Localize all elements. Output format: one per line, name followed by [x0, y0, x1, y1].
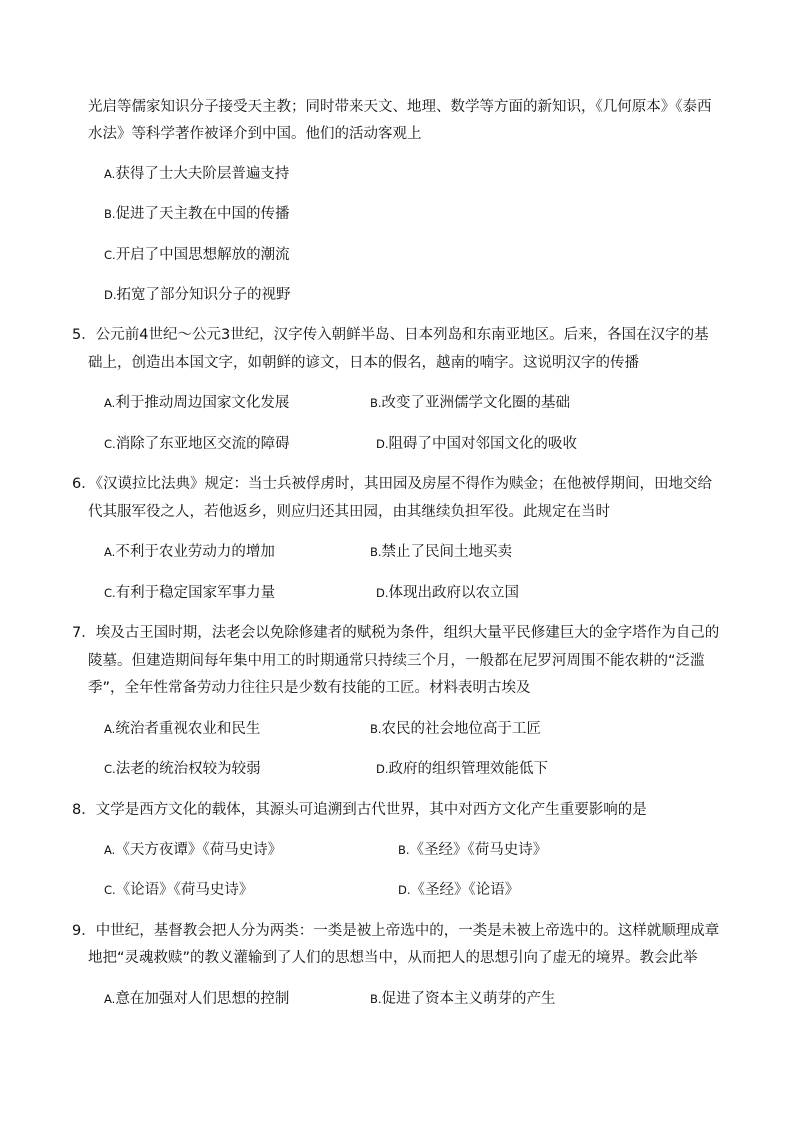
q9-stem-line-1: 9．中世纪，基督教会把人分为两类：一类是被上帝选中的，一类是未被上帝选中的。这样就顺理成章 — [72, 923, 720, 939]
q7-option-d: D.政府的组织管理效能低下 — [376, 761, 549, 777]
q5-stem-line-1: 5．公元前4世纪～公元3世纪，汉字传入朝鲜半岛、日本列岛和东南亚地区。后来，各国在汉字的基 — [72, 327, 709, 343]
q7-option-a: A.统治者重视农业和民生 — [104, 721, 261, 737]
q4-option-c: C.开启了中国思想解放的潮流 — [104, 247, 290, 263]
q8-option-a: A.《天方夜谭》《荷马史诗》 — [104, 842, 283, 858]
q7-option-b: B.农民的社会地位高于工匠 — [370, 721, 542, 737]
q5-option-c: C.消除了东亚地区交流的障碍 — [104, 436, 290, 452]
q6-stem-line-2: 代其服军役之人，若他返乡，则应归还其田园，由其继续负担军役。此规定在当时 — [88, 504, 610, 520]
q5-stem-line-2: 础上，创造出本国文字，如朝鲜的谚文，日本的假名，越南的喃字。这说明汉字的传播 — [88, 355, 639, 371]
q8-option-c: C.《论语》《荷马史诗》 — [104, 882, 254, 898]
q7-stem-line-3: 季”，全年性常备劳动力往往只是少数有技能的工匠。材料表明古埃及 — [88, 680, 531, 696]
q6-option-a: A.不利于农业劳动力的增加 — [104, 544, 275, 560]
q7-option-c: C.法老的统治权较为较弱 — [104, 761, 261, 777]
q4-option-b: B.促进了天主教在中国的传播 — [104, 206, 290, 222]
q8-number: 8． — [72, 802, 96, 818]
q4-option-d: D.拓宽了部分知识分子的视野 — [104, 287, 291, 303]
q8-stem-line-1: 8．文学是西方文化的载体，其源头可追溯到古代世界，其中对西方文化产生重要影响的是 — [72, 802, 647, 818]
q6-option-c: C.有利于稳定国家军事力量 — [104, 585, 276, 601]
q8-option-d: D.《圣经》《论语》 — [398, 882, 520, 898]
q4-option-a: A.获得了士大夫阶层普遍支持 — [104, 166, 290, 182]
q8-option-b: B.《圣经》《荷马史诗》 — [398, 842, 548, 858]
q6-stem-line-1: 6．《汉谟拉比法典》规定：当士兵被俘虏时，其田园及房屋不得作为赎金；在他被俘期间，田地交给 — [72, 476, 712, 492]
q6-number: 6． — [72, 476, 96, 492]
q9-option-a: A.意在加强对人们思想的控制 — [104, 991, 290, 1007]
q4-stem-line-2: 水法》等科学著作被译介到中国。他们的活动客观上 — [88, 126, 422, 142]
q9-number: 9． — [72, 923, 96, 939]
q5-option-b: B.改变了亚洲儒学文化圈的基础 — [370, 395, 571, 411]
q5-number: 5． — [72, 327, 96, 343]
q7-stem-line-1: 7．埃及古王国时期，法老会以免除修建者的赋税为条件，组织大量平民修建巨大的金字塔作为自己的 — [72, 625, 720, 641]
q6-option-b: B.禁止了民间土地买卖 — [370, 544, 513, 560]
q6-option-d: D.体现出政府以农立国 — [376, 585, 520, 601]
q9-stem-line-2: 地把“灵魂救赎”的教义灌输到了人们的思想当中，从而把人的思想引向了虚无的境界。教会此举 — [88, 950, 698, 966]
q7-number: 7． — [72, 625, 96, 641]
q9-option-b: B.促进了资本主义萌芽的产生 — [370, 991, 556, 1007]
q4-stem-line-1: 光启等儒家知识分子接受天主教；同时带来天文、地理、数学等方面的新知识，《几何原本》《泰西 — [88, 99, 712, 115]
q7-stem-line-2: 陵墓。但建造期间每年集中用工的时期通常只持续三个月，一般都在尼罗河周围不能农耕的“泛滥 — [88, 653, 705, 669]
q5-option-d: D.阻碍了中国对邻国文化的吸收 — [376, 436, 578, 452]
q5-option-a: A.利于推动周边国家文化发展 — [104, 395, 290, 411]
